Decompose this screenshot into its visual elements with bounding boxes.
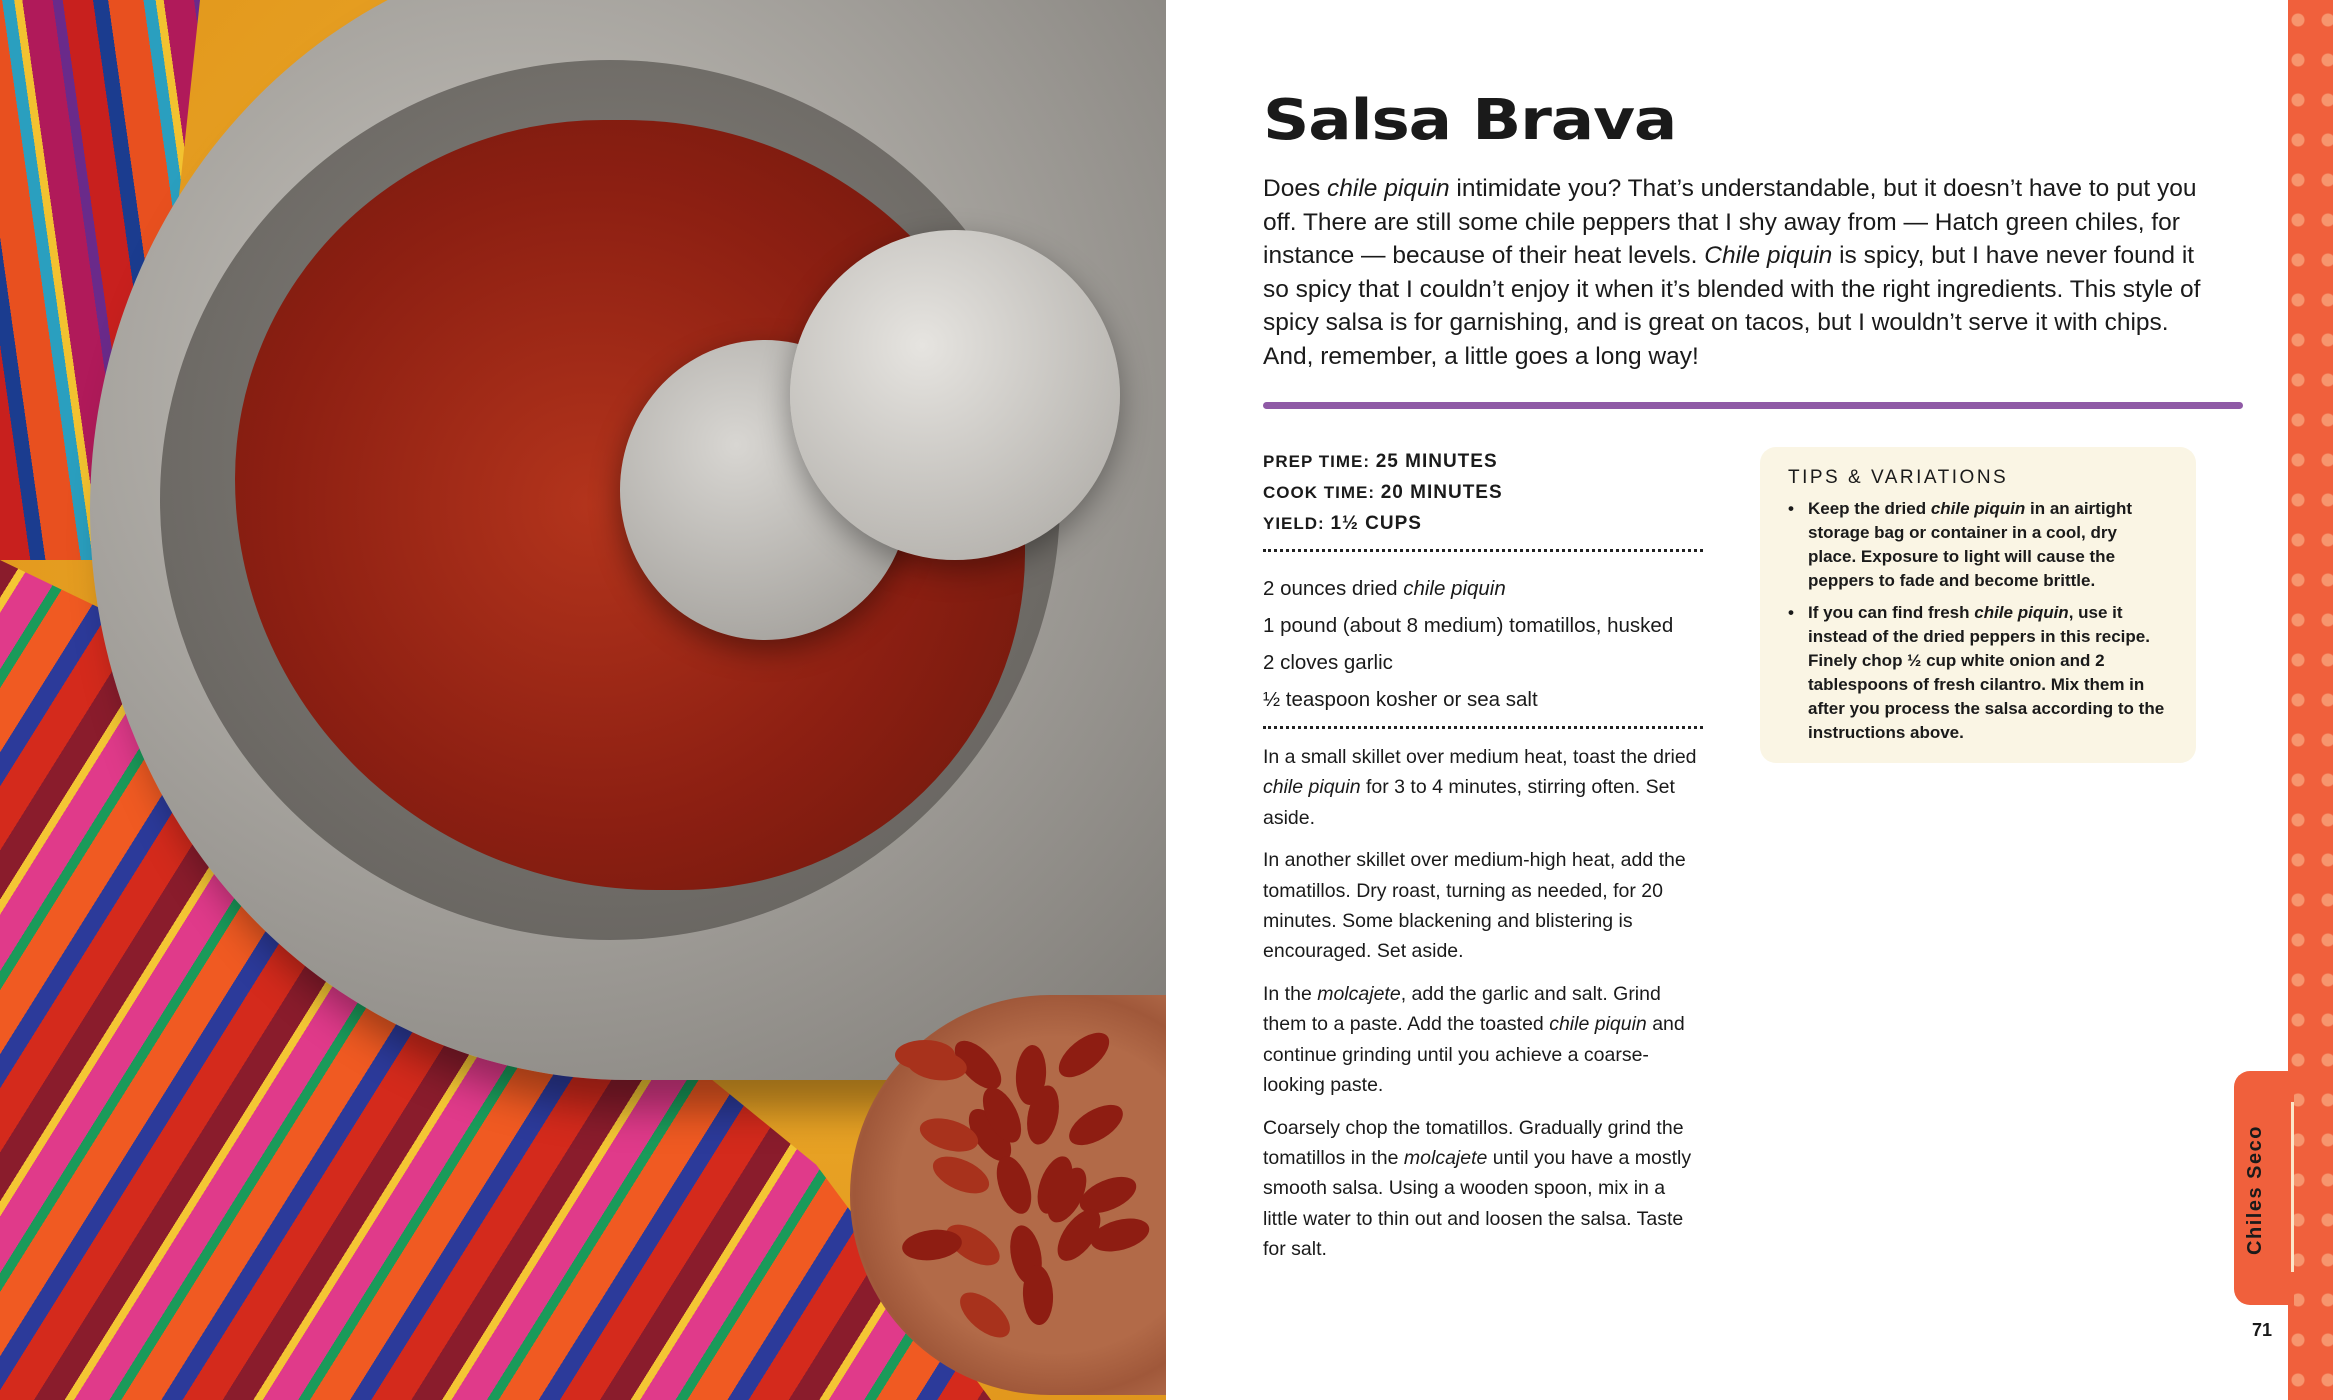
recipe-meta [1263,446,1503,539]
page-number: 71 [2252,1320,2273,1340]
yield-value: 1½ CUPS [1330,513,1422,534]
decorative-band [2288,0,2333,1400]
cook-time-value: 20 MINUTES [1380,482,1503,503]
cook-time [1263,477,1503,508]
prep-time-value: 25 MINUTES [1375,451,1498,472]
divider [1263,402,2243,409]
chapter-tab-label: Chiles Seco [2244,1125,2266,1255]
recipe-intro: Does chile piquin intimidate you? That’s understandable, but it doesn’t have to put you off. There are still some chile peppers that I shy away from — Hatch green chiles, for instance — because of their heat levels. Chile piquin is spicy, but I have never found it so spicy that I couldn’t enjoy it when it’s blended with the right ingredients. This style of spicy salsa is for garnishing, and is great on tacos, but I wouldn’t serve it with chips. And, remember, a little goes a long way! [1263,175,2201,370]
pestle-head [790,230,1120,560]
dotted-divider [1263,549,1703,552]
tab-line [2291,1102,2294,1272]
step: In the molcajete, add the garlic and salt. Grind them to a paste. Add the toasted chile piquin and continue grinding until you achieve a coarse-looking paste. [1263,983,1685,1096]
cook-time-label: COOK TIME: [1263,483,1375,502]
salsa-photo [0,0,1166,1400]
step: In a small skillet over medium heat, toast the dried chile piquin for 3 to 4 minutes, stirring often. Set aside. [1263,746,1697,829]
tips-list [1788,497,2168,745]
tip: • Keep the dried chile piquin in an airtight storage bag or container in a cool, dry place. Exposure to light will cause the peppers to fade and become brittle. [1788,497,2168,593]
yield-label: YIELD: [1263,514,1325,533]
prep-time [1263,446,1503,477]
tips-heading: TIPS & VARIATIONS [1788,467,2009,488]
ingredient: ½ teaspoon kosher or sea salt [1263,688,1538,711]
recipe-page [1166,0,2288,1400]
ingredient: 2 ounces dried chile piquin [1263,577,1506,600]
recipe-title: Salsa Brava [1263,88,1677,153]
ingredient-list [1263,570,1673,718]
yield [1263,508,1503,539]
step: Coarsely chop the tomatillos. Gradually grind the tomatillos in the molcajete until you have a mostly smooth salsa. Using a wooden spoon, mix in a little water to thin out and loosen the salsa. Taste for salt. [1263,1116,1692,1260]
instructions [1263,742,1703,1277]
tip: • If you can find fresh chile piquin, use it instead of the dried peppers in this recipe. Finely chop ½ cup white onion and 2 tablespoons of fresh cilantro. Mix them in after you process the salsa according to the instructions above. [1788,601,2168,745]
step: In another skillet over medium-high heat, add the tomatillos. Dry roast, turning as needed, for 20 minutes. Some blackening and blistering is encouraged. Set aside. [1263,849,1686,963]
ingredient: 1 pound (about 8 medium) tomatillos, husked [1263,614,1674,637]
ingredient: 2 cloves garlic [1263,651,1393,674]
tips-box [1760,447,2196,763]
dotted-divider [1263,726,1703,729]
prep-time-label: PREP TIME: [1263,452,1370,471]
